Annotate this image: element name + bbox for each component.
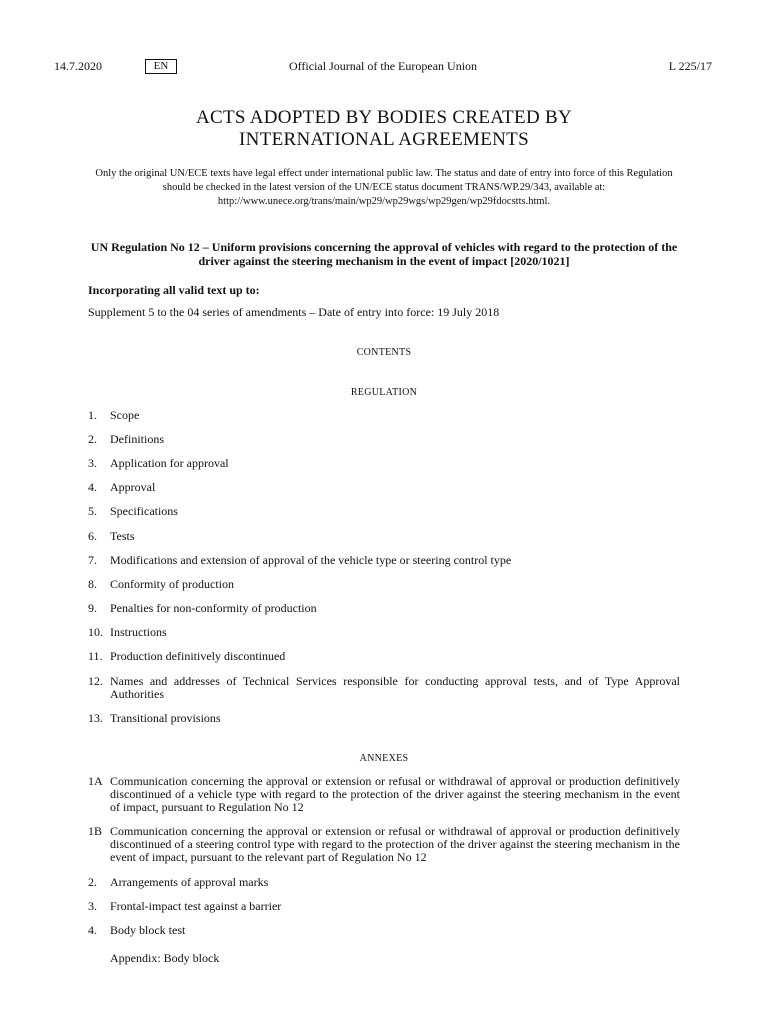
- item-number: 8.: [88, 577, 97, 591]
- regulation-heading: REGULATION: [350, 387, 418, 398]
- contents-heading: CONTENTS: [356, 347, 412, 358]
- item-text: Names and addresses of Technical Services responsible for conducting approval tests, and of Type Approval Authorities: [110, 674, 680, 701]
- incorporating-label: Incorporating all valid text up to:: [88, 283, 260, 297]
- item-text: Approval: [110, 480, 156, 494]
- item-text: Specifications: [110, 504, 178, 518]
- annexes-heading: ANNEXES: [359, 753, 409, 764]
- item-number: 13.: [88, 711, 103, 725]
- item-text: Instructions: [110, 625, 167, 639]
- item-number: 1.: [88, 408, 97, 422]
- item-text: Arrangements of approval marks: [110, 875, 269, 889]
- item-text: Definitions: [110, 432, 164, 446]
- regulation-title: UN Regulation No 12 – Uniform provisions concerning the approval of vehicles with regard to the protection of the driver against the steering mechanism in the event of impact [2020/1021]: [90, 240, 678, 268]
- item-number: 2.: [88, 432, 97, 446]
- item-number: 6.: [88, 529, 97, 543]
- item-number: 3.: [88, 899, 97, 913]
- item-text: Penalties for non-conformity of production: [110, 601, 317, 615]
- publication-date: 14.7.2020: [54, 59, 102, 73]
- item-number: 3.: [88, 456, 97, 470]
- item-number: 4.: [88, 480, 97, 494]
- item-number: 2.: [88, 875, 97, 889]
- item-number: 11.: [88, 649, 103, 663]
- item-text: Frontal-impact test against a barrier: [110, 899, 282, 913]
- item-number: 9.: [88, 601, 97, 615]
- journal-name: Official Journal of the European Union: [288, 59, 478, 73]
- item-text: Body block test: [110, 923, 186, 937]
- item-number: 12.: [88, 674, 103, 688]
- item-text: Conformity of production: [110, 577, 234, 591]
- language-badge: EN: [145, 59, 177, 74]
- item-number: 10.: [88, 625, 103, 639]
- legal-note: Only the original UN/ECE texts have legal effect under international public law. The status and date of entry into force of this Regulation should be checked in the latest version of the UN/ECE status document TRANS/WP.29/343, available at: http://www.unece.org/trans/main/wp29/wp29wgs/wp29gen/wp29fdocstts.html.: [95, 168, 673, 207]
- item-text: Communication concerning the approval or extension or refusal or withdrawal of approval or production definitively discontinued of a vehicle type with regard to the protection of the driver against the steering mechanism in the event of impact, pursuant to Regulation No 12: [110, 774, 680, 814]
- item-number: 7.: [88, 553, 97, 567]
- page-header: [54, 59, 712, 75]
- item-text: Communication concerning the approval or extension or refusal or withdrawal of approval or production definitively discontinued of a steering control type with regard to the protection of the driver against the steering mechanism in the event of impact, pursuant to the relevant part of Regulation No 12: [110, 824, 680, 864]
- document-title-line-1: ACTS ADOPTED BY BODIES CREATED BY: [195, 107, 573, 128]
- item-text: Application for approval: [110, 456, 229, 470]
- supplement-text: Supplement 5 to the 04 series of amendments – Date of entry into force: 19 July 2018: [88, 305, 500, 319]
- item-text: Transitional provisions: [110, 711, 221, 725]
- document-title: [80, 107, 688, 151]
- item-number: 5.: [88, 504, 97, 518]
- appendix-item: Appendix: Body block: [110, 951, 220, 965]
- page-reference: L 225/17: [668, 59, 712, 73]
- item-text: Scope: [110, 408, 140, 422]
- item-number: 1B: [88, 824, 103, 838]
- item-text: Modifications and extension of approval of the vehicle type or steering control type: [110, 553, 512, 567]
- item-number: 1A: [88, 774, 103, 788]
- item-number: 4.: [88, 923, 97, 937]
- document-title-line-2: INTERNATIONAL AGREEMENTS: [239, 129, 529, 150]
- item-text: Production definitively discontinued: [110, 649, 286, 663]
- item-text: Tests: [110, 529, 135, 543]
